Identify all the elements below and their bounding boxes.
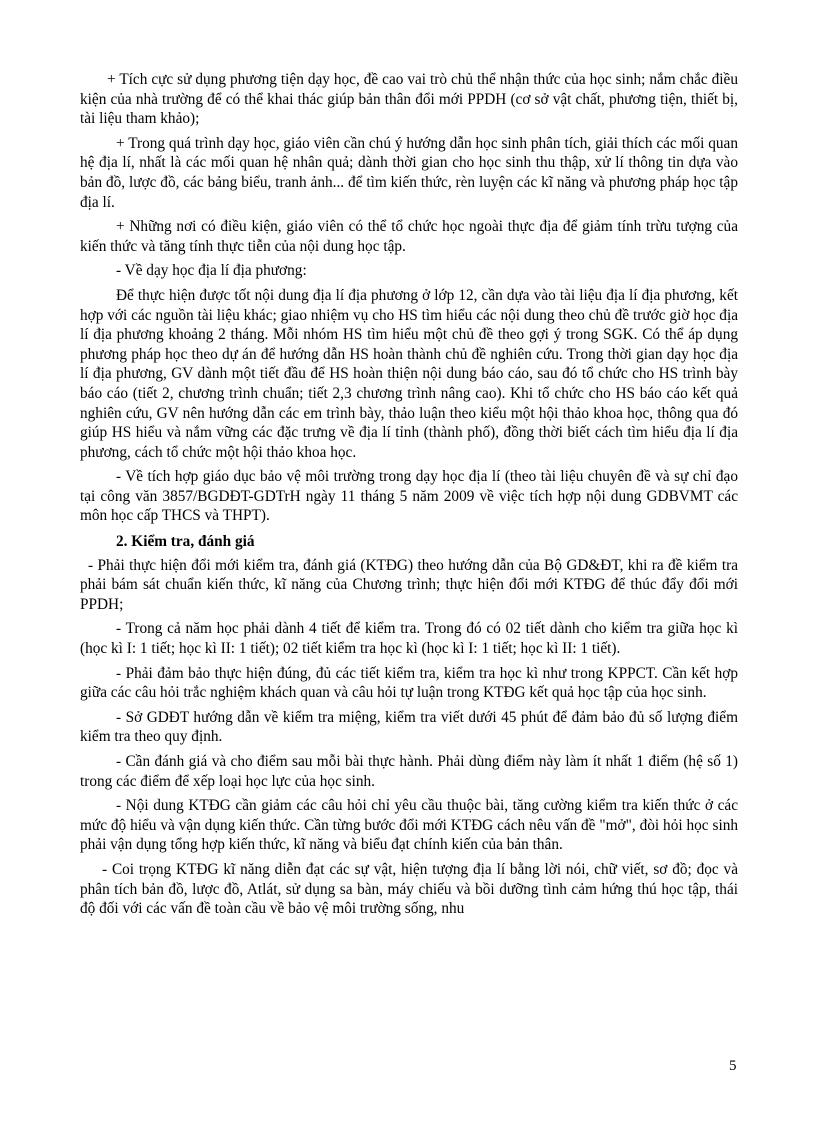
paragraph-local-geography: Để thực hiện được tốt nội dung địa lí địa phương ở lớp 12, cần dựa vào tài liệu địa lí địa phương, kết hợp với các nguồn tài liệu khác; giao nhiệm vụ cho HS tìm hiểu các nội dung theo chủ đề trước giờ học địa lí địa phương khoảng 2 tháng. Mỗi nhóm HS tìm hiểu một chủ đề theo gợi ý trong SGK. Có thể áp dụng phương pháp học theo dự án để hướng dẫn HS hoàn thành chủ đề nghiên cứu. Trong thời gian dạy học địa lí địa phương, GV dành một tiết đầu để HS hoàn thiện nội dung báo cáo, sau đó tổ chức cho HS trình bày báo cáo (tiết 2, chương trình chuẩn; tiết 2,3 chương trình nâng cao). Khi tổ chức cho HS báo cáo kết quả nghiên cứu, GV nên hướng dẫn các em trình bày, thảo luận theo kiểu một hội thảo khoa học, thông qua đó giúp HS hiểu và nắm vững các đặc trưng về địa lí tỉnh (thành phố), đồng thời biết cách tìm hiểu địa lí địa phương, cách tổ chức một hội thảo khoa học. [80,286,738,461]
paragraph-local-geography-heading: - Về dạy học địa lí địa phương: [116,262,307,280]
section-heading-assessment: 2. Kiểm tra, đánh giá [116,533,255,551]
paragraph-test-compliance: - Phải đảm bảo thực hiện đúng, đủ các tiết kiểm tra, kiểm tra học kì như trong KPPCT. Cần kết hợp giữa các câu hỏi trắc nghiệm khách quan và câu hỏi tự luận trong KTĐG kết quả học tập của học sinh. [80,664,738,702]
paragraph-test-periods: - Trong cả năm học phải dành 4 tiết để kiểm tra. Trong đó có 02 tiết dành cho kiểm tra giữa học kì (học kì I: 1 tiết; học kì II: 1 tiết); 02 tiết kiểm tra học kì (học kì I: 1 tiết; học kì II: 1 tiết). [80,620,738,658]
paragraph-field-study: + Những nơi có điều kiện, giáo viên có thể tổ chức học ngoài thực địa để giảm tính trừu tượng của kiến thức và tăng tính thực tiễn của nội dung học tập. [80,218,738,255]
paragraph-teaching-process: + Trong quá trình dạy học, giáo viên cần chú ý hướng dẫn học sinh phân tích, giải thích các mối quan hệ địa lí, nhất là các mối quan hệ nhân quả; dành thời gian cho học sinh thu thập, xử lí thông tin dựa vào bản đồ, lược đồ, các bảng biểu, tranh ảnh... để tìm kiến thức, rèn luyện các kĩ năng và phương pháp học tập địa lí. [80,134,738,211]
paragraph-practice-grading: - Cần đánh giá và cho điểm sau mỗi bài thực hành. Phải dùng điểm này làm ít nhất 1 điểm (hệ số 1) trong các điểm để xếp loại học lực của học sinh. [80,753,738,790]
page-number: 5 [729,1058,737,1074]
paragraph-assessment-reform: - Phải thực hiện đổi mới kiểm tra, đánh giá (KTĐG) theo hướng dẫn của Bộ GD&ĐT, khi ra đề kiểm tra phải bám sát chuẩn kiến thức, kĩ năng của Chương trình; thực hiện đổi mới KTĐG để thúc đẩy đổi mới PPDH; [80,556,738,613]
paragraph-environment-integration: - Về tích hợp giáo dục bảo vệ môi trường trong dạy học địa lí (theo tài liệu chuyên đề và sự chỉ đạo tại công văn 3857/BGDĐT-GDTrH ngày 11 tháng 5 năm 2009 về việc tích hợp nội dung GDBVMT các môn học cấp THCS và THPT). [80,468,738,525]
paragraph-skills-assessment: - Coi trọng KTĐG kĩ năng diễn đạt các sự vật, hiện tượng địa lí bằng lời nói, chữ viết, sơ đồ; đọc và phân tích bản đồ, lược đồ, Atlát, sử dụng sa bàn, máy chiếu và bồi dưỡng tình cảm hứng thú học tập, thái độ đối với các vấn đề toàn cầu về bảo vệ môi trường sống, nhu [80,860,738,918]
paragraph-teaching-aids: + Tích cực sử dụng phương tiện dạy học, đề cao vai trò chủ thể nhận thức của học sinh; nắm chắc điều kiện của nhà trường để có thể khai thác giúp bản thân đổi mới PPDH (cơ sở vật chất, phương tiện, thiết bị, tài liệu tham khảo); [80,71,738,128]
paragraph-assessment-content: - Nội dung KTĐG cần giảm các câu hỏi chỉ yêu cầu thuộc bài, tăng cường kiểm tra kiến thức ở các mức độ hiểu và vận dụng kiến thức. Cần từng bước đổi mới KTĐG cách nêu vấn đề "mở", đòi hỏi học sinh phải vận dụng tổng hợp kiến thức, kĩ năng và biểu đạt chính kiến của bản thân. [80,797,738,854]
page-body [80,70,738,924]
paragraph-oral-tests: - Sở GDĐT hướng dẫn về kiểm tra miệng, kiểm tra viết dưới 45 phút để đảm bảo đủ số lượng điểm kiểm tra theo quy định. [80,708,738,746]
